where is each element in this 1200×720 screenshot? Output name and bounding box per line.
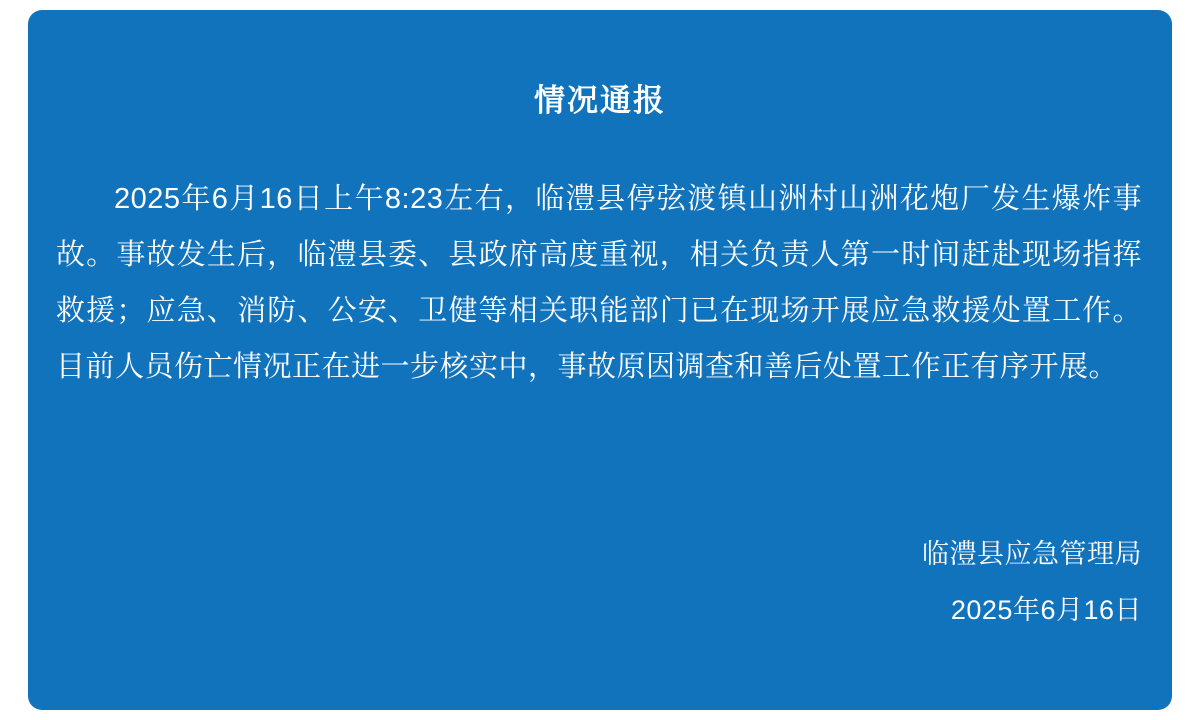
notice-card: [28, 10, 1172, 710]
signature-issuer: 临澧县应急管理局: [922, 539, 1142, 569]
notice-body-text: 2025年6月16日上午8:23左右，临澧县停弦渡镇山洲村山洲花炮厂发生爆炸事故。事故发生后，临澧县委、县政府高度重视，相关负责人第一时间赶赴现场指挥救援；应急、消防、公安、卫健等相关职能部门已在现场开展应急救援处置工作。目前人员伤亡情况正在进一步核实中，事故原因调查和善后处置工作正有序开展。: [56, 183, 1142, 384]
signature-date: 2025年6月16日: [950, 595, 1142, 625]
page-title: 情况通报: [534, 83, 666, 118]
signature-block: [922, 526, 1142, 638]
